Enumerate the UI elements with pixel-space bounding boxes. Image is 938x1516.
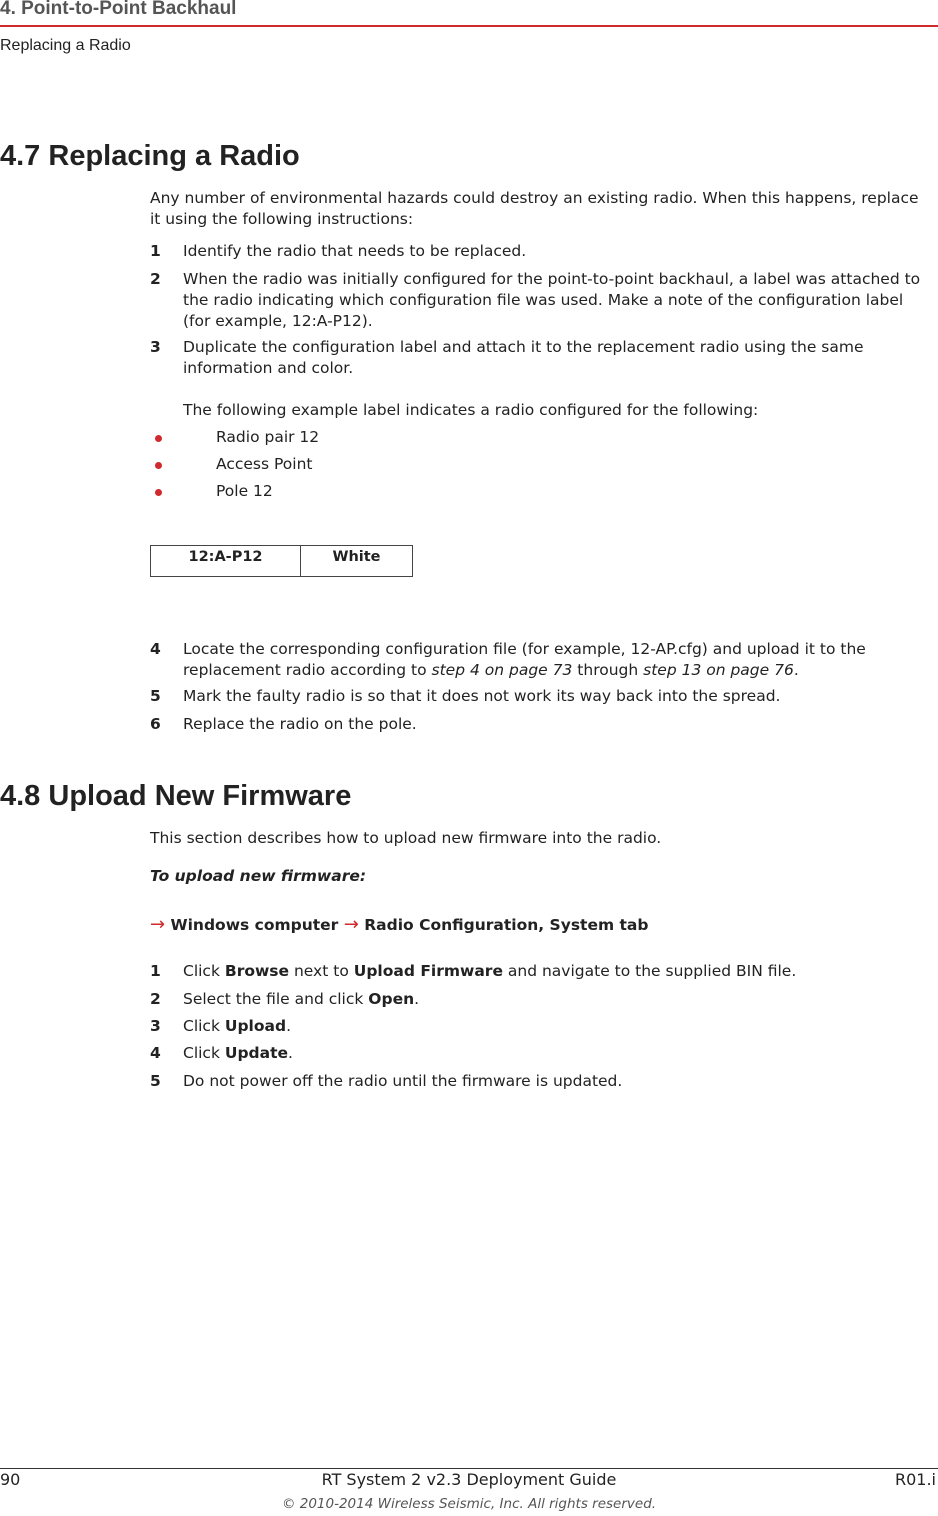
step-text bbox=[183, 961, 928, 982]
step-text-part: . bbox=[288, 1044, 293, 1062]
ui-term-upload: Upload bbox=[224, 1017, 287, 1035]
running-header-section: Replacing a Radio bbox=[0, 37, 131, 54]
procedure-heading: To upload new firmware: bbox=[150, 867, 367, 885]
section-title-4-8: 4.8 Upload New Firmware bbox=[0, 780, 352, 812]
step-number: 4 bbox=[150, 640, 161, 658]
ui-term-upload-firmware: Upload Firmware bbox=[353, 962, 503, 980]
step-text bbox=[183, 1016, 928, 1037]
ui-term-open: Open bbox=[368, 990, 415, 1008]
document-title: RT System 2 v2.3 Deployment Guide bbox=[321, 1470, 617, 1489]
step-text-part: next to bbox=[289, 962, 354, 980]
section-intro: This section describes how to upload new firmware into the radio. bbox=[150, 829, 662, 847]
step-number: 4 bbox=[150, 1044, 161, 1062]
step-number: 5 bbox=[150, 1072, 161, 1090]
bullet-item bbox=[150, 427, 319, 448]
intro-paragraph: Any number of environmental hazards could destroy an existing radio. When this happens, replace it using the following instructions: bbox=[150, 189, 919, 228]
step-text-part: Click bbox=[183, 1017, 225, 1035]
firmware-step-2 bbox=[150, 989, 928, 1010]
nav-path-radio-configuration: Radio Configuration, System tab bbox=[364, 916, 649, 934]
section-title-4-7: 4.7 Replacing a Radio bbox=[0, 140, 300, 172]
firmware-step-4 bbox=[150, 1043, 928, 1064]
step-number: 1 bbox=[150, 242, 161, 260]
cross-reference-link[interactable]: step 4 on page 73 bbox=[431, 661, 573, 679]
step-text-part: and navigate to the supplied BIN file. bbox=[502, 962, 797, 980]
arrow-right-icon: → bbox=[343, 914, 359, 935]
bullet-dot-icon bbox=[155, 489, 162, 496]
step-text bbox=[183, 639, 928, 681]
firmware-step-1 bbox=[150, 961, 928, 982]
cross-reference-link[interactable]: step 13 on page 76 bbox=[643, 661, 794, 679]
step-number: 2 bbox=[150, 270, 161, 288]
arrow-right-icon: → bbox=[150, 914, 166, 935]
ui-term-browse: Browse bbox=[224, 962, 290, 980]
example-intro: The following example label indicates a radio configured for the following: bbox=[183, 401, 759, 419]
step-1 bbox=[150, 241, 928, 262]
revision: R01.i bbox=[894, 1470, 936, 1489]
step-number: 5 bbox=[150, 687, 161, 705]
firmware-step-3 bbox=[150, 1016, 928, 1037]
bullet-text: Radio pair 12 bbox=[216, 428, 320, 446]
step-3 bbox=[150, 337, 928, 379]
bullet-text: Pole 12 bbox=[216, 482, 273, 500]
step-text: Do not power off the radio until the firmware is updated. bbox=[183, 1072, 623, 1090]
step-number: 2 bbox=[150, 990, 161, 1008]
step-text-part: through bbox=[572, 661, 644, 679]
step-text-part: . bbox=[286, 1017, 292, 1035]
bullet-text: Access Point bbox=[216, 455, 313, 473]
step-text-part: . bbox=[793, 661, 799, 679]
step-text-part: Select the file and click bbox=[183, 990, 369, 1008]
bullet-dot-icon bbox=[155, 462, 162, 469]
ui-term-update: Update bbox=[224, 1044, 289, 1062]
step-text: Identify the radio that needs to be replaced. bbox=[183, 242, 527, 260]
step-6 bbox=[150, 714, 928, 735]
step-number: 3 bbox=[150, 1017, 161, 1035]
step-text-part: . bbox=[414, 990, 420, 1008]
step-text-part: Click bbox=[183, 1044, 225, 1062]
bullet-dot-icon bbox=[155, 435, 162, 442]
navigation-path bbox=[150, 914, 648, 935]
copyright-notice: © 2010-2014 Wireless Seismic, Inc. All rights reserved. bbox=[281, 1496, 657, 1512]
step-4 bbox=[150, 639, 928, 681]
step-text-part: Click bbox=[183, 962, 225, 980]
step-text-part: Locate the corresponding configuration file (for example, 12-AP.cfg) and upload it to the replacement radio according to bbox=[183, 640, 866, 679]
step-text: Mark the faulty radio is so that it does not work its way back into the spread. bbox=[183, 687, 781, 705]
header-divider bbox=[0, 25, 938, 27]
step-text bbox=[183, 1043, 928, 1064]
bullet-item bbox=[150, 454, 312, 475]
step-text: Duplicate the configuration label and attach it to the replacement radio using the same information and color. bbox=[183, 338, 864, 377]
step-text: When the radio was initially configured for the point-to-point backhaul, a label was attached to the radio indicating which configuration file was used. Make a note of the configuration label (for example, 12:A-P12). bbox=[183, 270, 921, 330]
step-number: 3 bbox=[150, 338, 161, 356]
step-2 bbox=[150, 269, 928, 332]
step-number: 6 bbox=[150, 715, 161, 733]
page-number: 90 bbox=[0, 1470, 21, 1489]
label-cell-color: White bbox=[301, 546, 413, 577]
step-5 bbox=[150, 686, 928, 707]
example-label-table bbox=[150, 545, 413, 577]
label-cell-config: 12:A-P12 bbox=[151, 546, 301, 577]
step-number: 1 bbox=[150, 962, 161, 980]
bullet-item bbox=[150, 481, 273, 502]
running-header-chapter: 4. Point-to-Point Backhaul bbox=[0, 0, 237, 19]
step-text: Replace the radio on the pole. bbox=[183, 715, 417, 733]
firmware-step-5 bbox=[150, 1071, 928, 1092]
step-text bbox=[183, 989, 928, 1010]
table-row bbox=[151, 546, 413, 577]
nav-path-windows-computer: Windows computer bbox=[170, 916, 339, 934]
